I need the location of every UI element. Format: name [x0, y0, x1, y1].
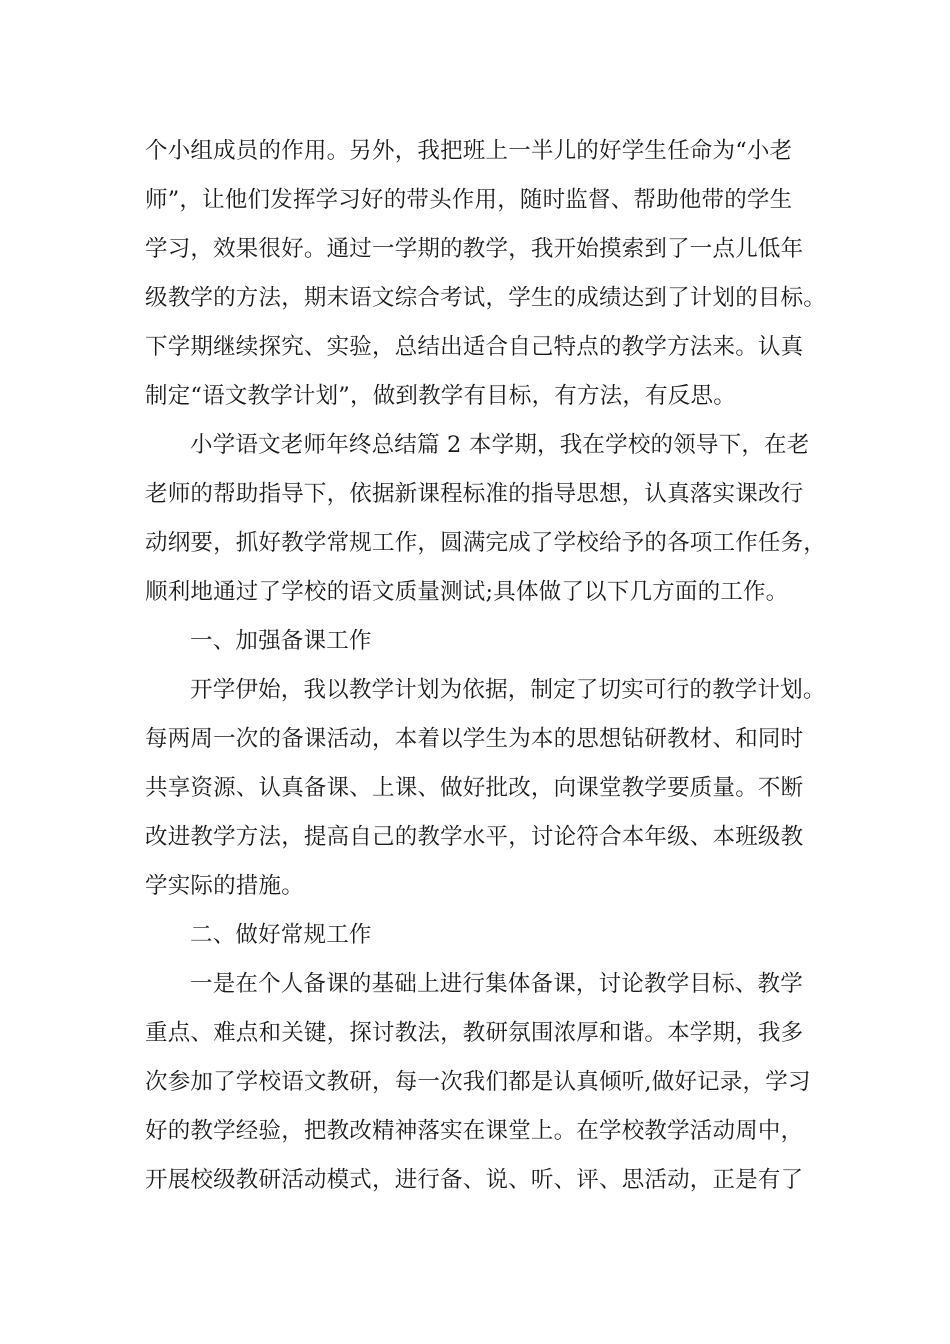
text-line: 级教学的方法，期末语文综合考试，学生的成绩达到了计划的目标。 [145, 285, 827, 311]
text-line: 共享资源、认真备课、上课、做好批改，向课堂教学要质量。不断 [145, 775, 804, 801]
text-line: 重点、难点和关键，探讨教法，教研氛围浓厚和谐。本学期，我多 [145, 1020, 804, 1046]
paragraph-intro [145, 421, 825, 617]
section-heading: 二、做好常规工作 [190, 922, 372, 948]
text-line: 学实际的措施。 [145, 873, 304, 899]
section-heading-2 [145, 911, 825, 960]
text-line: 每两周一次的备课活动，本着以学生为本的思想钻研教材、和同时 [145, 726, 804, 752]
text-line: 次参加了学校语文教研，每一次我们都是认真倾听,做好记录，学习 [145, 1069, 811, 1095]
document-body [145, 127, 825, 1205]
text-line: 老师的帮助指导下，依据新课程标准的指导思想，认真落实课改行 [145, 481, 804, 507]
text-line: 开展校级教研活动模式，进行备、说、听、评、思活动，正是有了 [145, 1167, 804, 1193]
text-line: 动纲要，抓好教学常规工作，圆满完成了学校给予的各项工作任务， [145, 530, 827, 556]
text-line: 顺利地通过了学校的语文质量测试;具体做了以下几方面的工作。 [145, 579, 789, 605]
text-line: 一是在个人备课的基础上进行集体备课，讨论教学目标、教学 [190, 971, 803, 997]
text-line: 开学伊始，我以教学计划为依据，制定了切实可行的教学计划。 [190, 677, 826, 703]
text-line: 学习，效果很好。通过一学期的教学，我开始摸索到了一点儿低年 [145, 236, 804, 262]
text-line: 小学语文老师年终总结篇 2 本学期，我在学校的领导下，在老 [190, 432, 810, 458]
paragraph-routine-work [145, 960, 825, 1205]
paragraph-lesson-prep [145, 666, 825, 911]
section-heading: 一、加强备课工作 [190, 628, 372, 654]
text-line: 改进教学方法，提高自己的教学水平，讨论符合本年级、本班级教 [145, 824, 804, 850]
paragraph-continuation [145, 127, 825, 421]
text-line: 制定“语文教学计划”，做到教学有目标，有方法，有反思。 [145, 383, 736, 409]
text-line: 师”，让他们发挥学习好的带头作用，随时监督、帮助他带的学生 [145, 187, 793, 213]
text-line: 下学期继续探究、实验，总结出适合自己特点的教学方法来。认真 [145, 334, 804, 360]
text-line: 个小组成员的作用。另外，我把班上一半儿的好学生任命为“小老 [145, 138, 793, 164]
section-heading-1 [145, 617, 825, 666]
text-line: 好的教学经验，把教改精神落实在课堂上。在学校教学活动周中， [145, 1118, 804, 1144]
